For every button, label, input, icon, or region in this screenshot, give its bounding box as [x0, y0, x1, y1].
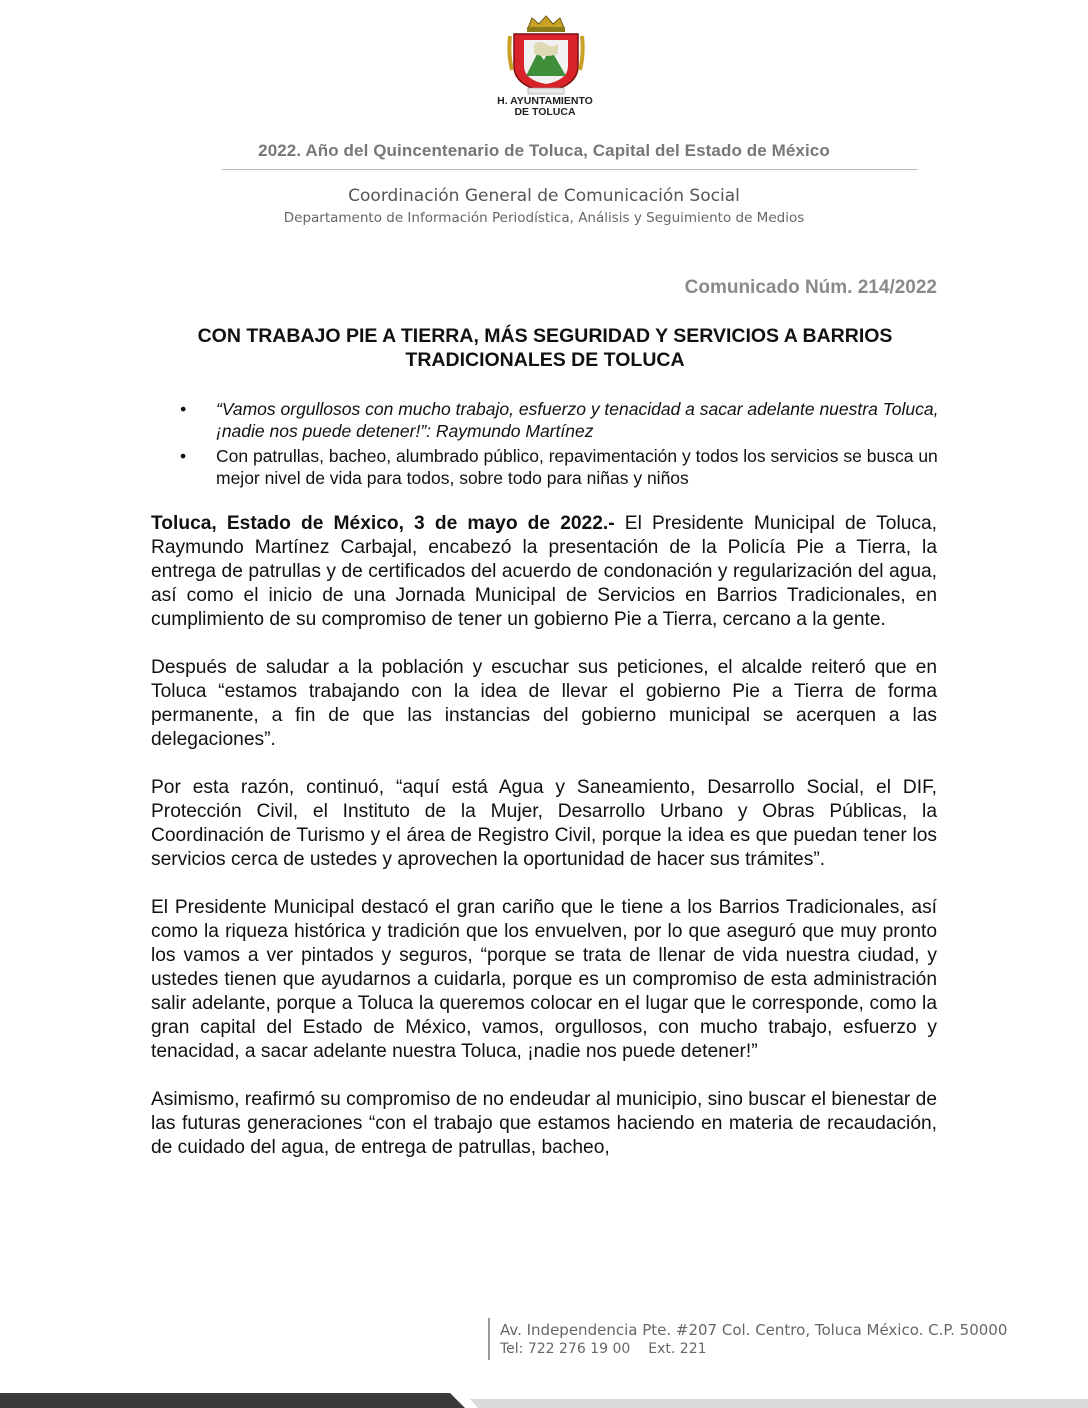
footer-band [0, 1387, 1088, 1408]
department-subtitle: Departamento de Información Periodística, Análisis y Seguimiento de Medios [283, 210, 805, 226]
paragraph-text: El Presidente Municipal de Toluca, Raymundo Martínez Carbajal, encabezó la presentación de la Policía Pie a Tierra, la entrega de patrullas y de certificados del acuerdo de condonación y regularización del agua, así como el inicio de una Jornada Municipal de Servicios en Barrios Tradicionales, en cumplimiento de su compromiso de tener un gobierno Pie a Tierra, cercano a la gente. [151, 513, 937, 630]
headline-line1: CON TRABAJO PIE A TIERRA, MÁS SEGURIDAD Y SERVICIOS A BARRIOS [197, 325, 893, 347]
dateline: Toluca, Estado de México, 3 de mayo de 2022.- [151, 513, 615, 534]
article-body [151, 512, 937, 1184]
paragraph: El Presidente Municipal destacó el gran cariño que le tiene a los Barrios Tradicionales, así como la riqueza histórica y tradición que los envuelven, por lo que aseguró que muy pronto los vamos a ver pintados y seguros, “porque se trata de llenar de vida nuestra ciudad, y ustedes tienen que ayudarnos a cuidarla, porque es un compromiso de esta administración salir adelante, porque a Toluca la queremos colocar en el lugar que le corresponde, como la gran capital del Estado de México, vamos, orgullosos, con mucho trabajo, esfuerzo y tenacidad, a sacar adelante nuestra Toluca, ¡nadie nos puede detener!” [151, 897, 937, 1062]
paragraph: Después de saludar a la población y escuchar sus peticiones, el alcalde reiteró que en Toluca “estamos trabajando con la idea de llevar el gobierno Pie a Tierra de forma permanente, a fin de que las instancias del gobierno municipal se acerquen a las delegaciones”. [151, 657, 937, 750]
paragraph: Asimismo, reafirmó su compromiso de no endeudar al municipio, sino buscar el bienestar de las futuras generaciones “con el trabajo que estamos haciendo en materia de recaudación, de cuidado del agua, de entrega de patrullas, bacheo, [151, 1089, 937, 1158]
header-divider [222, 169, 918, 170]
footer-divider [488, 1318, 490, 1360]
paragraph [151, 512, 937, 632]
summary-bullets [180, 398, 940, 492]
org-name-line1: H. AYUNTAMIENTO [497, 95, 593, 107]
bullet-text: Con patrullas, bacheo, alumbrado público, repavimentación y todos los servicios se busca un mejor nivel de vida para todos, sobre todo para niñas y niños [216, 446, 938, 488]
headline-line2: TRADICIONALES DE TOLUCA [405, 349, 685, 371]
footer-address: Av. Independencia Pte. #207 Col. Centro, Toluca México. C.P. 50000 [500, 1321, 1008, 1339]
bullet-item [180, 445, 940, 489]
phone-extension: Ext. 221 [648, 1341, 707, 1357]
org-name-line2: DE TOLUCA [514, 106, 576, 118]
bullet-text: “Vamos orgullosos con mucho trabajo, esfuerzo y tenacidad a sacar adelante nuestra Toluca, ¡nadie nos puede detener!”: Raymundo Martínez [216, 399, 939, 441]
organization-name [470, 96, 620, 118]
footer-phone [500, 1341, 707, 1357]
release-number: Comunicado Núm. 214/2022 [684, 277, 937, 298]
coat-of-arms-icon [506, 14, 586, 98]
bullet-dot-icon: • [180, 399, 187, 419]
year-motto: 2022. Año del Quincentenario de Toluca, Capital del Estado de México [258, 141, 830, 160]
paragraph: Por esta razón, continuó, “aquí está Agua y Saneamiento, Desarrollo Social, el DIF, Protección Civil, el Instituto de la Mujer, Desarrollo Urbano y Obras Públicas, la Coordinación de Turismo y el área de Registro Civil, porque la idea es que puedan tener los servicios cerca de ustedes y aprovechen la oportunidad de hacer sus trámites”. [151, 777, 937, 870]
phone-number: Tel: 722 276 19 00 [500, 1341, 631, 1357]
department-main-title: Coordinación General de Comunicación Social [348, 186, 740, 206]
bullet-item [180, 398, 940, 442]
bullet-dot-icon: • [180, 446, 187, 466]
headline [150, 324, 940, 372]
